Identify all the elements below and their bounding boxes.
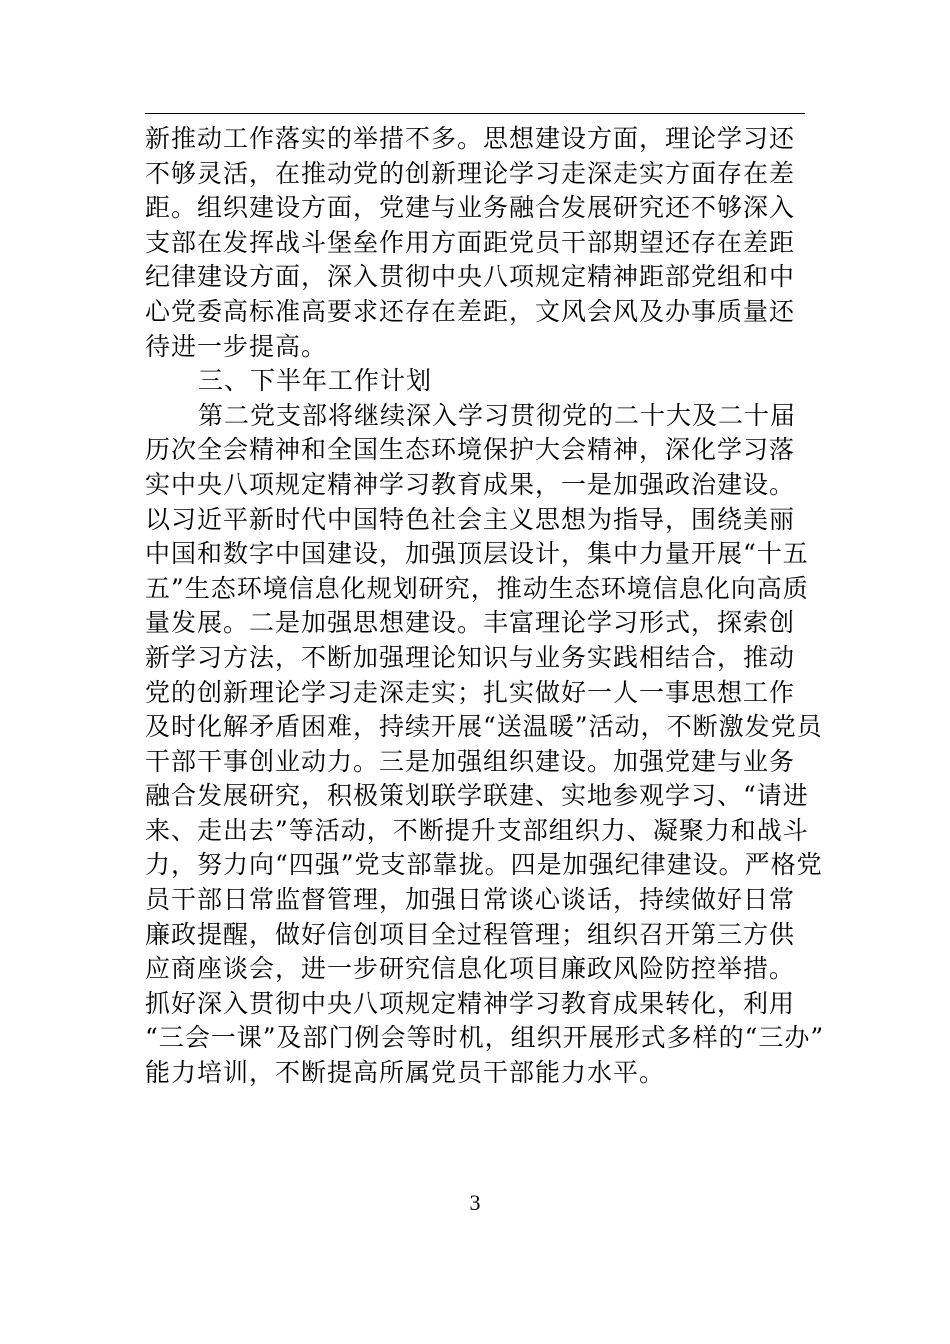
text-line: 待进一步提高。 xyxy=(145,331,328,361)
text-line: 实中央八项规定精神学习教育成果，一是加强政治建设。 xyxy=(145,469,796,499)
text-line: 支部在发挥战斗堡垒作用方面距党员干部期望还存在差距 xyxy=(145,227,796,257)
text-line: 党的创新理论学习走深走实；扎实做好一人一事思想工作 xyxy=(145,677,796,707)
text-line: 力，努力向“四强”党支部靠拢。四是加强纪律建设。严格党 xyxy=(145,850,823,880)
text-line: 新推动工作落实的举措不多。思想建设方面，理论学习还 xyxy=(145,124,796,153)
text-line: 融合发展研究，积极策划联学联建、实地参观学习、“请进 xyxy=(145,781,809,811)
text-line: 抓好深入贯彻中央八项规定精神学习教育成果转化，利用 xyxy=(145,988,796,1018)
text-line: 应商座谈会，进一步研究信息化项目廉政风险防控举措。 xyxy=(145,954,796,984)
text-line: 员干部日常监督管理，加强日常谈心谈话，持续做好日常 xyxy=(145,885,796,915)
text-line: 廉政提醒，做好信创项目全过程管理；组织召开第三方供 xyxy=(145,919,796,949)
section-heading: 三、下半年工作计划 xyxy=(198,366,433,396)
text-line: 能力培训，不断提高所属党员干部能力水平。 xyxy=(145,1058,666,1088)
text-line: 第二党支部将继续深入学习贯彻党的二十大及二十届 xyxy=(198,400,797,430)
text-line: 量发展。二是加强思想建设。丰富理论学习形式，探索创 xyxy=(145,608,796,638)
text-line: 五”生态环境信息化规划研究，推动生态环境信息化向高质 xyxy=(145,573,809,603)
text-line: 中国和数字中国建设，加强顶层设计，集中力量开展“十五 xyxy=(145,539,809,569)
text-line: 不够灵活，在推动党的创新理论学习走深走实方面存在差 xyxy=(145,158,796,188)
text-line: 来、走出去”等活动，不断提升支部组织力、凝聚力和战斗 xyxy=(145,815,809,845)
text-line: 心党委高标准高要求还存在差距，文风会风及办事质量还 xyxy=(145,296,796,326)
text-line: 距。组织建设方面，党建与业务融合发展研究还不够深入 xyxy=(145,193,796,223)
header-rule xyxy=(145,113,805,114)
text-line: 干部干事创业动力。三是加强组织建设。加强党建与业务 xyxy=(145,746,796,776)
text-line: 以习近平新时代中国特色社会主义思想为指导，围绕美丽 xyxy=(145,504,796,534)
text-line: 及时化解矛盾困难，持续开展“送温暖”活动，不断激发党员 xyxy=(145,712,823,742)
page-number: 3 xyxy=(469,1190,481,1215)
text-line: 纪律建设方面，深入贯彻中央八项规定精神距部党组和中 xyxy=(145,262,796,292)
text-line: “三会一课”及部门例会等时机，组织开展形式多样的“三办” xyxy=(145,1023,825,1053)
text-line: 新学习方法，不断加强理论知识与业务实践相结合，推动 xyxy=(145,642,796,672)
text-line: 历次全会精神和全国生态环境保护大会精神，深化学习落 xyxy=(145,435,796,465)
document-body xyxy=(145,122,825,1091)
